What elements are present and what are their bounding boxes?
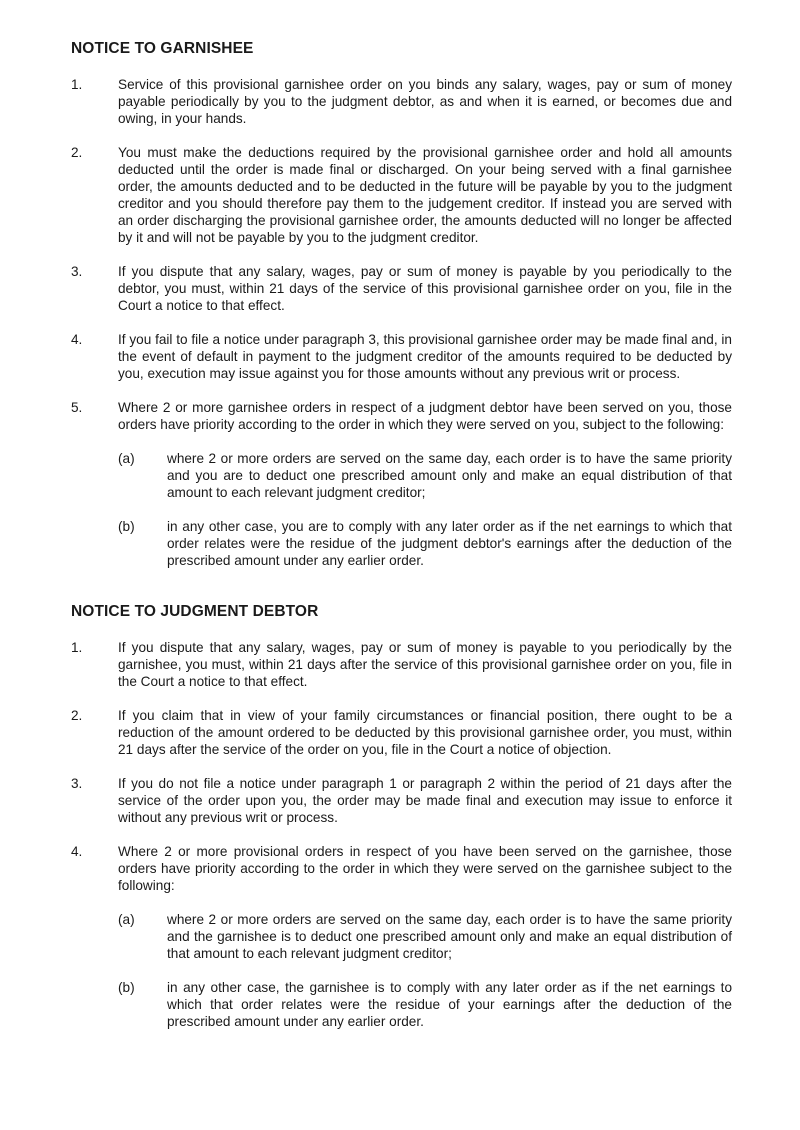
- garnishee-heading: NOTICE TO GARNISHEE: [71, 40, 254, 57]
- item-number: 1.: [71, 640, 83, 655]
- subitem-letter: (b): [118, 519, 135, 534]
- judgment-debtor-heading: NOTICE TO JUDGMENT DEBTOR: [71, 603, 319, 620]
- subitem-letter: (a): [118, 912, 135, 927]
- item-number: 3.: [71, 264, 83, 279]
- item-number: 1.: [71, 77, 83, 92]
- garnishee-list: [71, 76, 732, 569]
- item-number: 4.: [71, 332, 83, 347]
- garnishee-item-2: [71, 144, 732, 246]
- item-text: Where 2 or more garnishee orders in respect of a judgment debtor have been served on you, those orders have priority according to the order in which they were served on you, subject to the following:: [118, 400, 732, 432]
- debtor-item-2: [71, 707, 732, 758]
- subitem-text: in any other case, you are to comply with any later order as if the net earnings to which that order relates were the residue of the judgment debtor's earnings after the deduction of the prescribed amount under any earlier order.: [167, 519, 732, 568]
- item-text: If you do not file a notice under paragraph 1 or paragraph 2 within the period of 21 days after the service of the order upon you, the order may be made final and execution may issue to enforce it without any previous writ or process.: [118, 776, 732, 825]
- subitem-text: where 2 or more orders are served on the same day, each order is to have the same priority and the garnishee is to deduct one prescribed amount only and make an equal distribution of that amount to each relevant judgment creditor;: [167, 912, 732, 961]
- debtor-subitem-a: [118, 911, 732, 962]
- debtor-subitem-b: [118, 979, 732, 1030]
- debtor-list: [71, 639, 732, 1030]
- subitem-text: in any other case, the garnishee is to comply with any later order as if the net earnings to which that order relates were the residue of your earnings after the deduction of the prescribed amount under any earlier order.: [167, 980, 732, 1029]
- debtor-item-3: [71, 775, 732, 826]
- item-text: If you fail to file a notice under paragraph 3, this provisional garnishee order may be made final and, in the event of default in payment to the judgment creditor of the amounts required to be deducted by you, execution may issue against you for those amounts without any previous writ or process.: [118, 332, 732, 381]
- debtor-item-1: [71, 639, 732, 690]
- subitem-letter: (b): [118, 980, 135, 995]
- item-text: You must make the deductions required by the provisional garnishee order and hold all amounts deducted until the order is made final or discharged. On your being served with a final garnishee order, the amounts deducted and to be deducted in the future will be payable by you to the judgment creditor and you should therefore pay them to the judgement creditor. If instead you are served with an order discharging the provisional garnishee order, the amounts deducted will no longer be affected by it and will not be payable by you to the judgment creditor.: [118, 145, 732, 245]
- garnishee-item-5: [71, 399, 732, 433]
- item-text: If you claim that in view of your family circumstances or financial position, there ought to be a reduction of the amount ordered to be deducted by this provisional garnishee order, you must, within 21 days after the service of the order on you, file in the Court a notice of objection.: [118, 708, 732, 757]
- item-number: 5.: [71, 400, 83, 415]
- subitem-text: where 2 or more orders are served on the same day, each order is to have the same priority and you are to deduct one prescribed amount only and make an equal distribution of that amount to each relevant judgment creditor;: [167, 451, 732, 500]
- item-text: Where 2 or more provisional orders in respect of you have been served on the garnishee, those orders have priority according to the order in which they were served on the garnishee subject to the following:: [118, 844, 732, 893]
- garnishee-item-3: [71, 263, 732, 314]
- item-text: If you dispute that any salary, wages, pay or sum of money is payable by you periodically to the debtor, you must, within 21 days of the service of this provisional garnishee order on you, file in the Court a notice to that effect.: [118, 264, 732, 313]
- item-number: 2.: [71, 708, 83, 723]
- item-number: 4.: [71, 844, 83, 859]
- garnishee-item-4: [71, 331, 732, 382]
- debtor-item-4: [71, 843, 732, 894]
- garnishee-item-1: [71, 76, 732, 127]
- garnishee-subitem-a: [118, 450, 732, 501]
- item-text: If you dispute that any salary, wages, pay or sum of money is payable to you periodically by the garnishee, you must, within 21 days after the service of this provisional garnishee order on you, file in the Court a notice to that effect.: [118, 640, 732, 689]
- item-number: 3.: [71, 776, 83, 791]
- item-text: Service of this provisional garnishee order on you binds any salary, wages, pay or sum of money payable periodically by you to the judgment debtor, as and when it is earned, or becomes due and owing, in your hands.: [118, 77, 732, 126]
- item-number: 2.: [71, 145, 83, 160]
- garnishee-subitem-b: [118, 518, 732, 569]
- subitem-letter: (a): [118, 451, 135, 466]
